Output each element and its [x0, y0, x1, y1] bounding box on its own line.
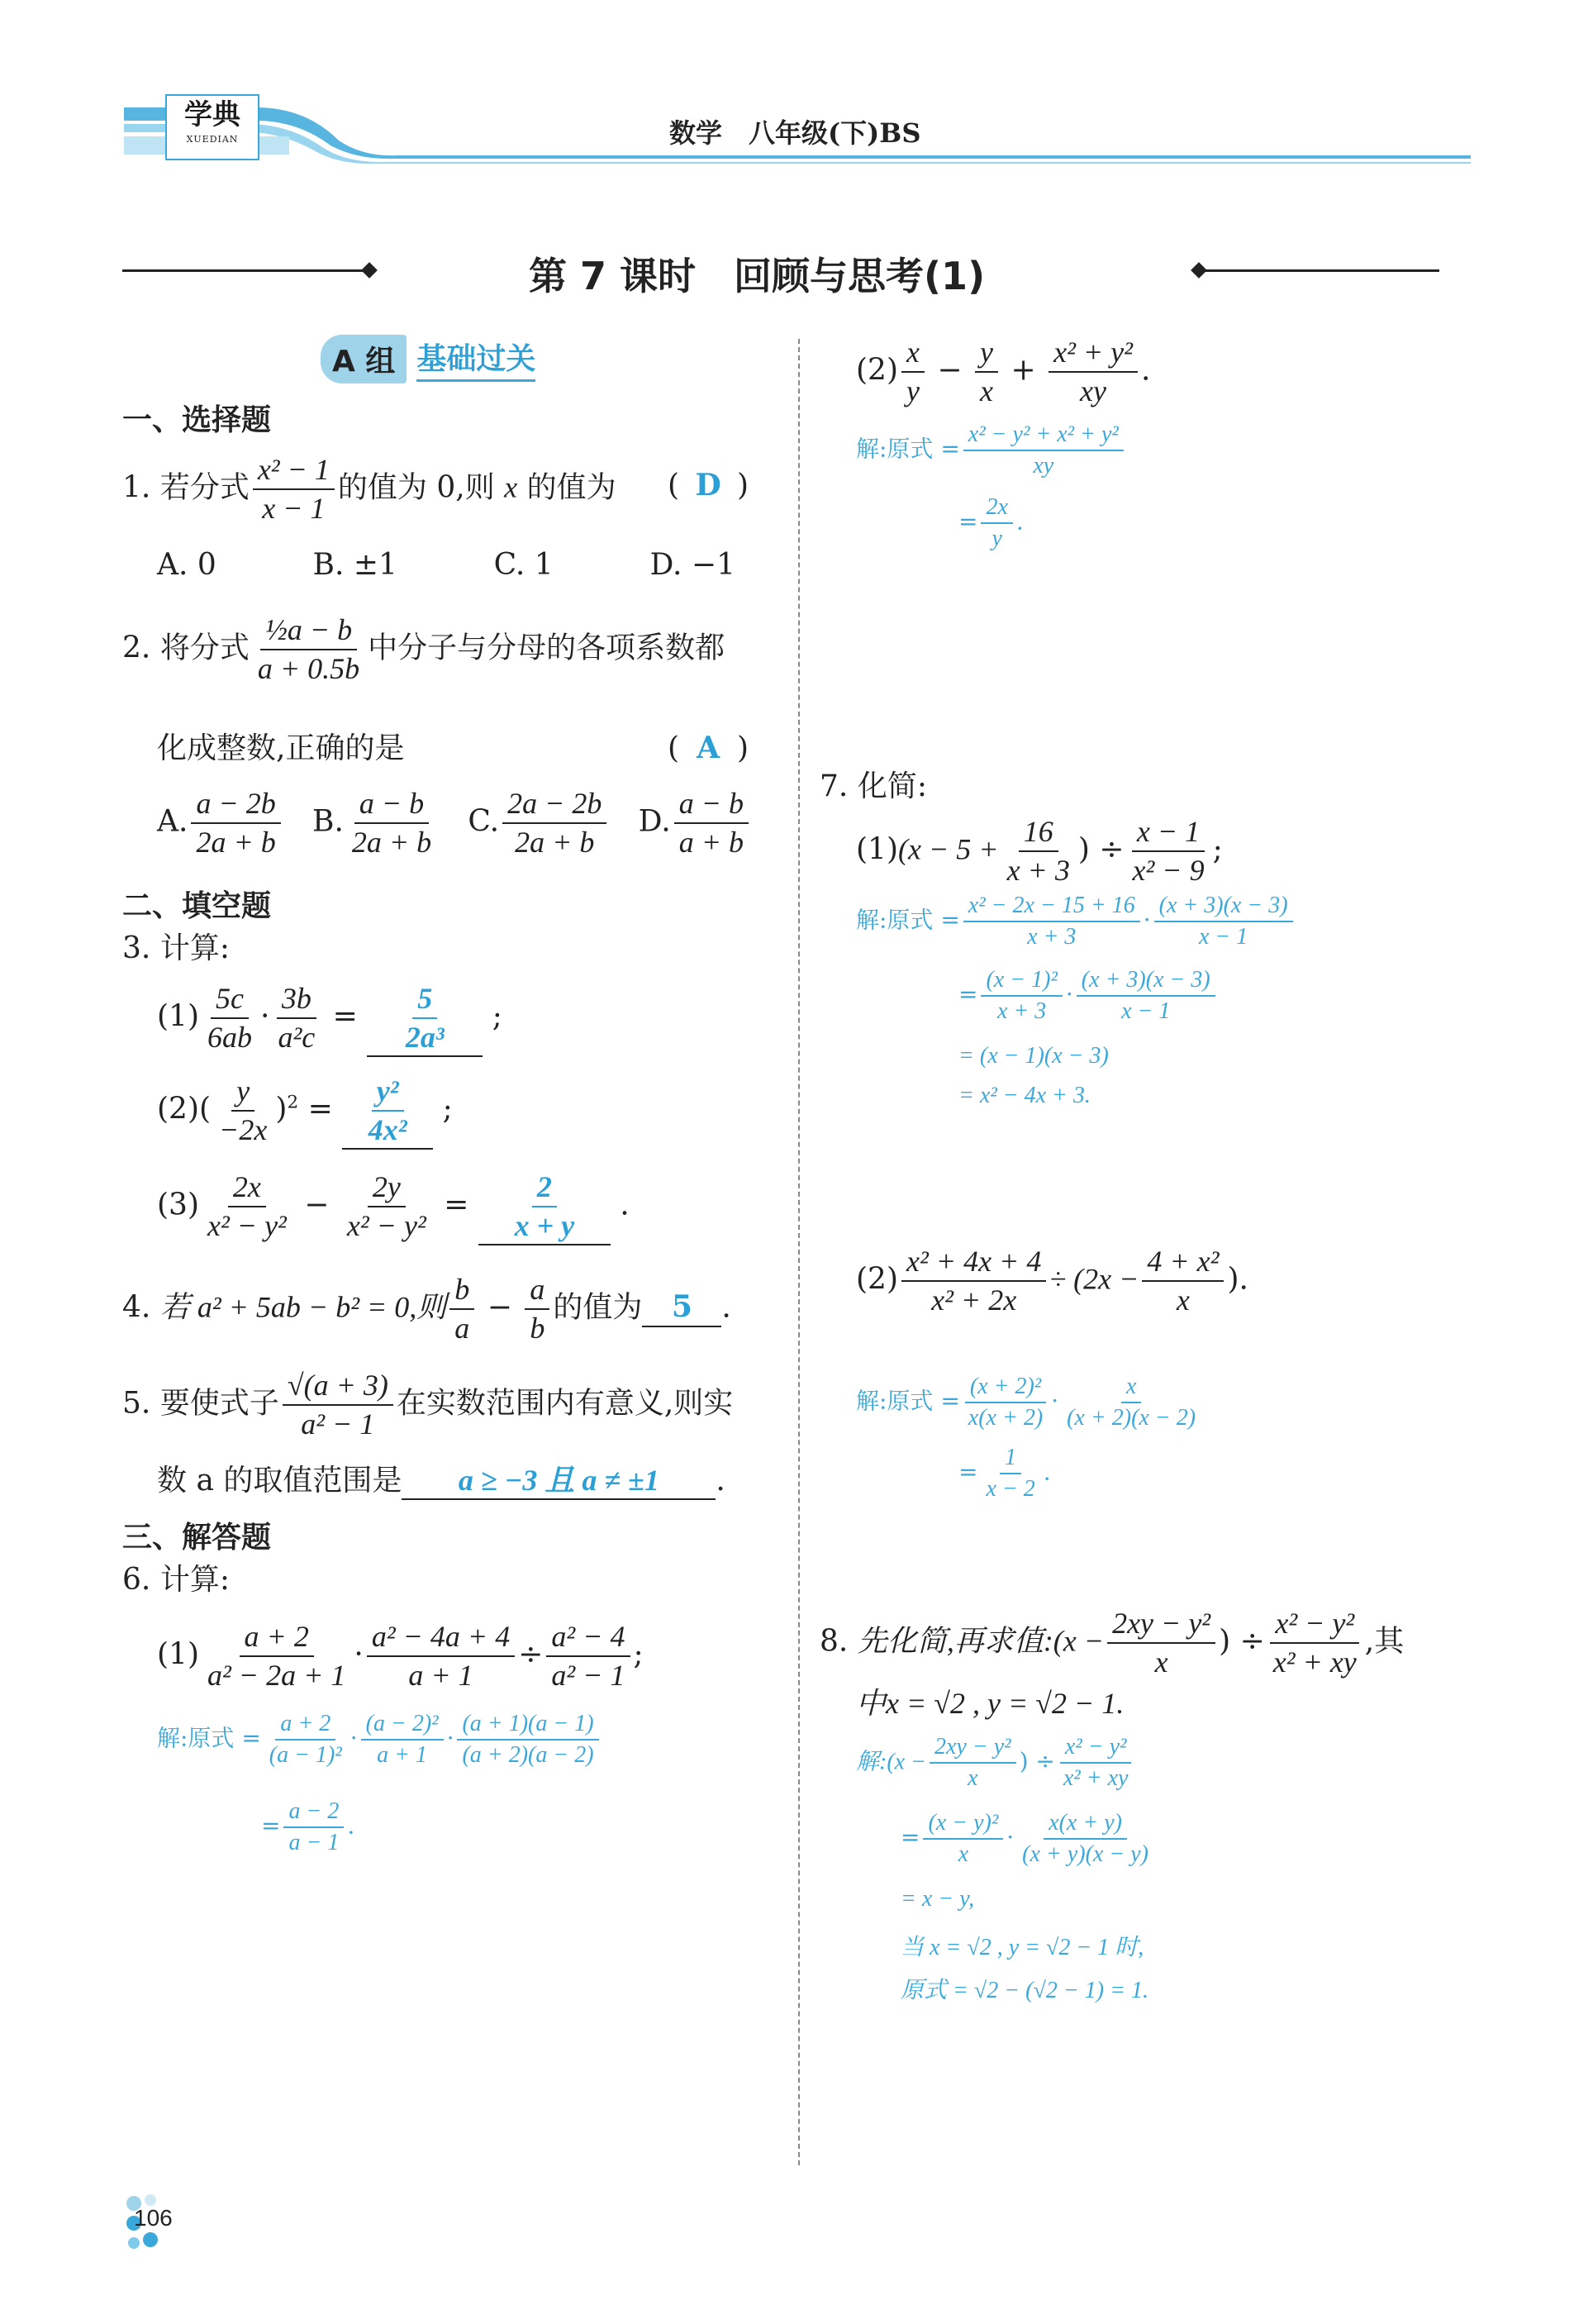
solution-6-2: 解:原式 = $\frac{\text{x² − y² + x² + y²}}{xy}$	[856, 421, 1127, 479]
answer-2: A	[697, 731, 720, 765]
solution-8: 解:(x − $\frac{\text{2xy − y²}}{x}$ ) ÷ $\frac{\text{x² − y²}}{\text{x² + xy}}$	[856, 1734, 1136, 1792]
question-text: 在实数范围内有意义,则实	[396, 1386, 734, 1421]
question-text: 的值为	[553, 1290, 643, 1325]
question-6-part-2: (2) $\frac{x}{y}$ − $\frac{y}{x}$ + $\frac{\text{x² + y²}}{xy}$ .	[856, 336, 1151, 408]
solution-7-2: 解:原式 = $\frac{\text{(x + 2)²}}{x(x + 2)}$ · $\frac{x}{(x + 2)(x - 2)}$	[856, 1374, 1196, 1431]
solution-8-step3: = x − y,	[901, 1886, 975, 1912]
question-number: 8.	[820, 1624, 849, 1659]
group-badge-label: A 组	[321, 335, 407, 383]
question-7	[820, 769, 927, 804]
answer-1: D	[695, 468, 721, 502]
question-2-cont	[157, 731, 404, 766]
option: C. $\frac{2a - 2b}{2a + b}$	[468, 787, 610, 860]
solution-8-step4: 当 x = √2 , y = √2 − 1 时,	[901, 1935, 1144, 1960]
question-7-part-2: (2) $\frac{\text{x² + 4x + 4}}{\text{x² + 2x}}$ ÷ (2x − $\frac{\text{4 + x²}}{x}$ ).	[856, 1245, 1248, 1317]
page-number: 106	[134, 2205, 173, 2231]
group-badge	[321, 336, 535, 382]
question-8-cont: 中x = √2 , y = √2 − 1.	[856, 1687, 1125, 1720]
question-text: 若 a² + 5ab − b² = 0,则	[159, 1290, 447, 1324]
title-rule-right	[1200, 269, 1439, 272]
title-rule-left	[122, 269, 370, 272]
question-5: 5. 要使式子 $\frac{√(a + 3)}{\text{a² − 1}}$ 在实数范围内有意义,则实	[122, 1369, 734, 1441]
question-3	[122, 931, 230, 966]
question-number: 7.	[820, 769, 849, 803]
fraction: $\frac{\text{x² − 1}}{x - 1}$	[253, 453, 335, 526]
question-text: 先化简,再求值:(x −	[857, 1624, 1105, 1658]
subject-label: 数学 八年级(下)BS	[669, 117, 921, 149]
options-1	[157, 547, 735, 583]
answer-5: a ≥ −3 且 a ≠ ±1	[402, 1463, 716, 1500]
option: D. −1	[649, 548, 735, 582]
question-5-cont: 数 a 的取值范围是 a ≥ −3 且 a ≠ ±1 .	[157, 1463, 725, 1500]
question-number: 2.	[122, 631, 151, 665]
option: D. $\frac{a - b}{a + b}$	[639, 787, 752, 860]
answer-3-1: $\frac{5}{\text{2a³}}$	[405, 982, 445, 1055]
question-4: 4. 若 a² + 5ab − b² = 0,则 $\frac{b}{a}$ − $\frac{a}{b}$ 的值为 5 .	[122, 1273, 731, 1345]
solution-6-1-result: = $\frac{a - 2}{a - 1}$ .	[261, 1798, 355, 1856]
question-3-part-1: (1) $\frac{5c}{6ab}$ · $\frac{3b}{\text{a²c}}$ = $\frac{5}{\text{2a³}}$ ;	[157, 982, 502, 1057]
solution-6-2-result: = $\frac{2x}{y}$ .	[958, 494, 1024, 552]
question-text: 化成整数,正确的是	[157, 731, 405, 765]
question-8: 8. 先化简,再求值:(x − $\frac{\text{2xy − y²}}{x}$ ) ÷ $\frac{\text{x² − y²}}{\text{x² + xy}}$ ,其	[820, 1607, 1405, 1679]
question-6	[122, 1562, 230, 1598]
answer-3-3: $\frac{2}{x + y}$	[514, 1170, 575, 1243]
solution-8-step2: = $\frac{\text{(x − y)²}}{x}$ · $\frac{x(x + y)}{(x + y)(x - y)}$	[901, 1810, 1148, 1868]
question-3-part-3: (3) $\frac{2x}{\text{x² − y²}}$ − $\frac{2y}{\text{x² − y²}}$ = $\frac{2}{x + y}$ .	[157, 1170, 630, 1245]
question-text: 计算:	[159, 931, 230, 965]
option: C. 1	[493, 548, 554, 582]
solution-7-1: 解:原式 = $\frac{\text{x² − 2x − 15 + 16}}{x + 3}$ · $\frac{(x + 3)(x - 3)}{x - 1}$	[856, 893, 1296, 950]
question-6-part-1: (1) $\frac{a + 2}{\text{a² − 2a + 1}}$ · $\frac{\text{a² − 4a + 4}}{a + 1}$ ÷ $\frac{\text{a² − 4}}{\text{a² − 1}}$ ;	[157, 1620, 644, 1693]
option: A. 0	[157, 548, 216, 582]
question-text: 若分式	[159, 470, 250, 505]
question-1	[122, 453, 616, 526]
solution-6-1: 解:原式 = $\frac{a + 2}{\text{(a − 1)²}}$ · $\frac{\text{(a − 2)²}}{a + 1}$ · $\frac{(a + 1)(a - 1)}{(a + 2)(a - 2)}$	[157, 1711, 602, 1769]
page-title: 第 7 课时 回顾与思考(1)	[529, 254, 986, 298]
question-number: 5.	[122, 1386, 151, 1421]
question-number: 6.	[122, 1563, 151, 1597]
solution-7-1-step3: = (x − 1)(x − 3)	[958, 1043, 1109, 1069]
question-2	[122, 613, 725, 687]
variable: x	[504, 470, 518, 504]
answer-paren-2: ( A )	[668, 731, 749, 765]
solution-7-1-step2: = $\frac{\text{(x − 1)²}}{x + 3}$ · $\frac{(x + 3)(x - 3)}{x - 1}$	[958, 967, 1219, 1025]
question-text: 将分式	[159, 631, 250, 665]
answer-4: 5	[642, 1289, 721, 1326]
question-number: 4.	[122, 1290, 151, 1325]
logo-text: 学典	[184, 98, 240, 131]
logo-subtext: XUEDIAN	[186, 134, 239, 145]
question-text: 化简:	[857, 769, 927, 803]
fraction: $\frac{\text{½a − b}}{a + 0.5b}$	[257, 613, 360, 686]
options-2	[157, 787, 752, 860]
section-solve: 三、解答题	[122, 1521, 272, 1555]
answer-3-2: $\frac{\text{y²}}{\text{4x²}}$	[368, 1074, 407, 1147]
option: B. ±1	[312, 548, 397, 582]
question-text: 的值为 0,则	[337, 470, 495, 505]
group-label: 基础过关	[416, 336, 535, 382]
section-fill: 二、填空题	[122, 889, 272, 923]
option: B. $\frac{a - b}{2a + b}$	[311, 787, 432, 860]
solution-7-1-step4: = x² − 4x + 3.	[958, 1083, 1091, 1108]
question-text: 数 a 的取值范围是	[157, 1464, 402, 1498]
logo	[165, 94, 259, 160]
question-7-part-1: (1)(x − 5 + $\frac{16}{x + 3}$ ) ÷ $\frac{x - 1}{\text{x² − 9}}$ ;	[856, 815, 1223, 888]
header	[116, 91, 1471, 165]
question-number: 3.	[122, 931, 151, 965]
question-text: 要使式子	[159, 1386, 279, 1421]
question-text: 中分子与分母的各项系数都	[368, 631, 725, 665]
title-diamond-left	[361, 262, 378, 279]
column-divider	[798, 339, 800, 2165]
option: A. $\frac{a - 2b}{2a + b}$	[157, 787, 284, 860]
solution-7-2-result: = $\frac{1}{x - 2}$ .	[958, 1445, 1051, 1503]
question-text: 的值为	[526, 470, 616, 505]
section-choice: 一、选择题	[122, 403, 272, 437]
question-text: 计算:	[159, 1563, 230, 1597]
question-3-part-2: (2)( $\frac{y}{-2x}$ )$^2$ = $\frac{\text{y²}}{\text{4x²}}$ ;	[157, 1074, 453, 1150]
solution-8-step5: 原式 = √2 − (√2 − 1) = 1.	[901, 1978, 1148, 2003]
answer-paren-1: ( D )	[668, 468, 749, 502]
question-number: 1.	[122, 470, 151, 505]
